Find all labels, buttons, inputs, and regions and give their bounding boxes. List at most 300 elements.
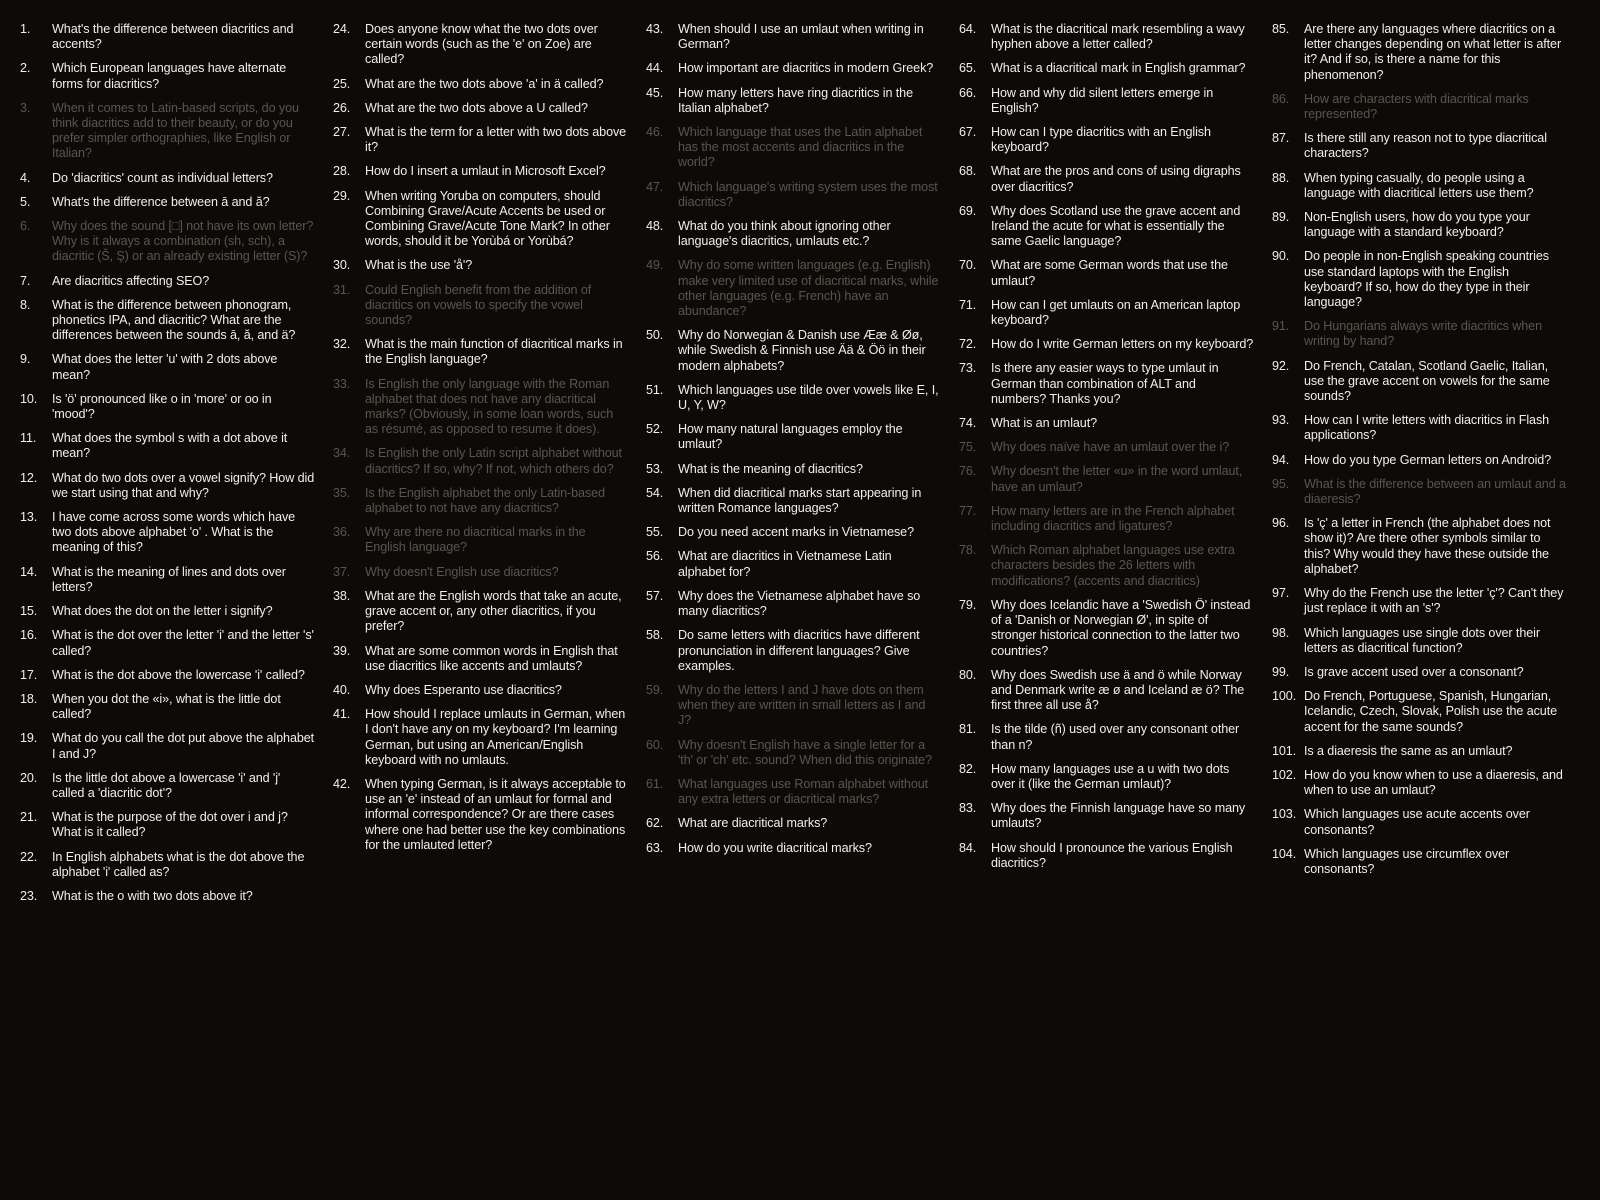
list-item-number: 52. bbox=[646, 422, 664, 437]
list-item-number: 54. bbox=[646, 485, 664, 500]
list-item-number: 16. bbox=[20, 628, 38, 643]
list-item bbox=[20, 771, 315, 801]
list-item-text: When you dot the «i», what is the little dot called? bbox=[52, 691, 281, 722]
list-item bbox=[1272, 22, 1567, 83]
list-item-text: What do you think about ignoring other language's diacritics, umlauts etc.? bbox=[678, 219, 891, 249]
list-item-number: 38. bbox=[333, 588, 351, 603]
list-item-text: Why are there no diacritical marks in the English language? bbox=[365, 525, 586, 555]
list-item-number: 17. bbox=[20, 667, 38, 682]
list-item-number: 77. bbox=[959, 503, 977, 518]
list-item-number: 39. bbox=[333, 643, 351, 658]
list-item-number: 96. bbox=[1272, 516, 1290, 531]
list-item bbox=[20, 628, 315, 658]
list-item-number: 34. bbox=[333, 446, 351, 461]
list-item bbox=[959, 204, 1254, 250]
list-item-text: Why does Icelandic have a 'Swedish Ö' instead of a 'Danish or Norwegian Ø', in spite of stronger historical connection to the latter two countries? bbox=[991, 597, 1251, 658]
list-item bbox=[959, 86, 1254, 116]
list-item bbox=[20, 195, 315, 210]
list-item-number: 35. bbox=[333, 485, 351, 500]
list-item-number: 51. bbox=[646, 382, 664, 397]
list-item-text: How do I write German letters on my keyboard? bbox=[991, 337, 1254, 352]
list-item-text: What are the English words that take an acute, grave accent or, any other diacritics, if you prefer? bbox=[365, 588, 622, 634]
list-item bbox=[333, 589, 628, 635]
list-item-number: 6. bbox=[20, 219, 31, 234]
list-item-text: Why doesn't English have a single letter for a 'th' or 'ch' etc. sound? When did this originate? bbox=[678, 737, 932, 767]
list-item bbox=[959, 722, 1254, 752]
list-item-text: How important are diacritics in modern Greek? bbox=[678, 61, 934, 76]
list-item-number: 25. bbox=[333, 76, 351, 91]
list-item-text: What is the diacritical mark resembling a wavy hyphen above a letter called? bbox=[991, 22, 1245, 52]
list-item bbox=[1272, 171, 1567, 201]
list-item bbox=[20, 274, 315, 289]
list-item bbox=[333, 683, 628, 698]
list-item bbox=[20, 352, 315, 382]
list-item bbox=[1272, 413, 1567, 443]
list-item bbox=[959, 668, 1254, 714]
list-item-text: In English alphabets what is the dot above the alphabet 'i' called as? bbox=[52, 849, 305, 879]
list-item-number: 48. bbox=[646, 219, 664, 234]
list-item bbox=[959, 464, 1254, 494]
list-item-number: 67. bbox=[959, 125, 977, 140]
list-item-text: What are some German words that use the umlaut? bbox=[991, 258, 1228, 288]
list-item bbox=[646, 738, 941, 768]
list-item-number: 88. bbox=[1272, 170, 1290, 185]
question-column-1 bbox=[20, 22, 333, 913]
list-item-number: 97. bbox=[1272, 586, 1290, 601]
list-item bbox=[20, 604, 315, 619]
list-item bbox=[20, 471, 315, 501]
list-item-text: Do Hungarians always write diacritics when writing by hand? bbox=[1304, 319, 1542, 349]
list-item bbox=[20, 731, 315, 761]
list-item-number: 68. bbox=[959, 164, 977, 179]
list-item bbox=[959, 440, 1254, 455]
list-item bbox=[1272, 665, 1567, 680]
list-item bbox=[333, 446, 628, 476]
list-item-text: Do you need accent marks in Vietnamese? bbox=[678, 525, 914, 540]
list-item bbox=[1272, 249, 1567, 310]
list-item-number: 92. bbox=[1272, 358, 1290, 373]
list-item-number: 101. bbox=[1272, 743, 1297, 758]
list-item bbox=[1272, 807, 1567, 837]
list-item-number: 28. bbox=[333, 164, 351, 179]
list-item-number: 64. bbox=[959, 22, 977, 36]
list-item bbox=[646, 628, 941, 674]
list-item bbox=[646, 462, 941, 477]
list-item-text: Is 'ç' a letter in French (the alphabet does not show it)? Are there other symbols similar to this? Why would they have these outside the alphabet? bbox=[1304, 516, 1551, 576]
list-item-number: 33. bbox=[333, 376, 351, 391]
list-item bbox=[646, 219, 941, 249]
list-item-number: 21. bbox=[20, 810, 38, 825]
list-item-text: Do French, Portuguese, Spanish, Hungarian, Icelandic, Czech, Slovak, Polish use the acute accent for the same sounds? bbox=[1304, 689, 1558, 734]
list-item bbox=[333, 377, 628, 438]
list-item-number: 14. bbox=[20, 564, 38, 579]
list-item bbox=[1272, 210, 1567, 240]
list-item bbox=[646, 125, 941, 171]
list-item bbox=[20, 219, 315, 265]
list-item-text: Why does the Vietnamese alphabet have so many diacritics? bbox=[678, 588, 921, 619]
list-item-number: 58. bbox=[646, 628, 664, 643]
list-item-number: 84. bbox=[959, 840, 977, 855]
list-item-number: 79. bbox=[959, 597, 977, 612]
list-item bbox=[646, 328, 941, 374]
list-item-text: When it comes to Latin-based scripts, do you think diacritics add to their beauty, or do you prefer simpler orthographies, like English or Italian? bbox=[52, 100, 299, 161]
list-item-number: 72. bbox=[959, 337, 977, 352]
list-item bbox=[20, 510, 315, 556]
list-item-text: What is the dot over the letter 'i' and the letter 's' called? bbox=[52, 628, 314, 658]
list-item bbox=[333, 777, 628, 853]
list-item-text: Which Roman alphabet languages use extra characters besides the 26 letters with modifications? (accents and diacritics) bbox=[991, 543, 1235, 588]
list-item-text: What are diacritics in Vietnamese Latin alphabet for? bbox=[678, 549, 892, 579]
list-item bbox=[1272, 453, 1567, 468]
list-item-text: Do people in non-English speaking countries use standard laptops with the English keyboard? If so, how do they type in their language? bbox=[1304, 249, 1549, 310]
list-item-text: Do 'diacritics' count as individual letters? bbox=[52, 170, 273, 185]
list-item-number: 41. bbox=[333, 707, 351, 722]
list-item bbox=[333, 164, 628, 179]
list-item bbox=[646, 777, 941, 807]
list-item-text: What is the term for a letter with two dots above it? bbox=[365, 125, 627, 155]
list-item bbox=[646, 683, 941, 729]
list-item-number: 73. bbox=[959, 361, 977, 376]
list-item-number: 13. bbox=[20, 510, 38, 525]
list-item-number: 95. bbox=[1272, 476, 1290, 491]
list-item-number: 76. bbox=[959, 464, 977, 479]
list-item bbox=[20, 101, 315, 162]
list-item bbox=[959, 361, 1254, 407]
list-item bbox=[20, 298, 315, 344]
list-item-number: 44. bbox=[646, 61, 664, 76]
list-item-number: 65. bbox=[959, 61, 977, 76]
list-item bbox=[1272, 586, 1567, 616]
list-item-text: Is the English alphabet the only Latin-based alphabet to not have any diacritics? bbox=[365, 485, 605, 516]
question-column-5 bbox=[1272, 22, 1585, 886]
list-item-number: 20. bbox=[20, 770, 38, 785]
list-item-text: When did diacritical marks start appearing in written Romance languages? bbox=[678, 485, 922, 516]
list-item-text: Why do the French use the letter 'ç'? Can't they just replace it with an 's'? bbox=[1304, 586, 1564, 616]
list-item-number: 102. bbox=[1272, 767, 1297, 782]
list-item bbox=[646, 422, 941, 452]
list-item bbox=[20, 431, 315, 461]
list-item bbox=[1272, 516, 1567, 577]
list-item bbox=[20, 61, 315, 91]
list-item bbox=[959, 598, 1254, 659]
list-item bbox=[646, 22, 941, 52]
list-item-number: 19. bbox=[20, 731, 38, 746]
list-item-text: What is the meaning of lines and dots over letters? bbox=[52, 564, 286, 594]
list-item-number: 60. bbox=[646, 737, 664, 752]
list-item-number: 43. bbox=[646, 22, 664, 36]
list-item-number: 66. bbox=[959, 85, 977, 100]
list-item bbox=[20, 810, 315, 840]
list-item-text: What are the two dots above a U called? bbox=[365, 100, 588, 115]
list-item-text: Why doesn't the letter «u» in the word umlaut, have an umlaut? bbox=[991, 464, 1243, 494]
list-item bbox=[646, 525, 941, 540]
list-item-number: 12. bbox=[20, 470, 38, 485]
list-item bbox=[333, 189, 628, 250]
list-item-number: 81. bbox=[959, 722, 977, 737]
list-item-text: What is the difference between an umlaut and a diaeresis? bbox=[1304, 476, 1566, 507]
list-item-text: Which languages use tilde over vowels like E, I, U, Y, W? bbox=[678, 382, 939, 413]
list-item bbox=[333, 486, 628, 516]
list-item-text: How do you type German letters on Android? bbox=[1304, 452, 1552, 467]
list-item-text: When typing German, is it always acceptable to use an 'e' instead of an umlaut for formal and informal correspondence? Or are there cases where one had better use the key combinations for the umlauted letter? bbox=[365, 776, 626, 852]
list-item-number: 7. bbox=[20, 273, 31, 288]
list-item bbox=[333, 283, 628, 329]
list-item-text: What are the two dots above 'a' in ä called? bbox=[365, 76, 604, 91]
list-item-text: Is 'ö' pronounced like o in 'more' or oo in 'mood'? bbox=[52, 391, 272, 422]
list-item-number: 61. bbox=[646, 776, 664, 791]
list-item-text: How can I get umlauts on an American laptop keyboard? bbox=[991, 297, 1241, 328]
list-item bbox=[1272, 689, 1567, 735]
list-item bbox=[959, 801, 1254, 831]
list-item bbox=[333, 258, 628, 273]
list-item bbox=[646, 61, 941, 76]
list-item bbox=[959, 298, 1254, 328]
list-item-text: What's the difference between ā and ă? bbox=[52, 194, 270, 209]
list-item-text: Which languages use circumflex over consonants? bbox=[1304, 846, 1510, 876]
list-item-text: What does the dot on the letter i signify? bbox=[52, 604, 273, 619]
list-item-number: 49. bbox=[646, 258, 664, 273]
list-item bbox=[959, 258, 1254, 288]
list-item-number: 3. bbox=[20, 100, 31, 115]
list-item bbox=[1272, 359, 1567, 405]
list-item-number: 100. bbox=[1272, 689, 1297, 704]
list-item bbox=[1272, 92, 1567, 122]
list-item bbox=[333, 525, 628, 555]
list-item-number: 56. bbox=[646, 549, 664, 564]
list-item bbox=[1272, 319, 1567, 349]
list-item-number: 11. bbox=[20, 431, 37, 446]
list-item-text: What is the meaning of diacritics? bbox=[678, 461, 863, 476]
list-item-text: Are diacritics affecting SEO? bbox=[52, 273, 210, 288]
list-item bbox=[20, 668, 315, 683]
list-item-number: 59. bbox=[646, 682, 664, 697]
list-item bbox=[959, 762, 1254, 792]
list-item-number: 89. bbox=[1272, 210, 1290, 225]
list-item-text: What is the purpose of the dot over i and j? What is it called? bbox=[52, 810, 288, 840]
list-item-number: 26. bbox=[333, 100, 351, 115]
list-item-text: Why doesn't English use diacritics? bbox=[365, 564, 559, 579]
list-item-text: Non-English users, how do you type your language with a standard keyboard? bbox=[1304, 210, 1530, 240]
list-item-number: 103. bbox=[1272, 807, 1297, 822]
list-item bbox=[333, 337, 628, 367]
list-item bbox=[959, 125, 1254, 155]
list-item-number: 55. bbox=[646, 525, 664, 540]
list-item bbox=[20, 889, 315, 904]
list-item-text: Is English the only language with the Roman alphabet that does not have any diacritical marks? (Obviously, in some loan words, such as résumé, as opposed to resume it does). bbox=[365, 376, 614, 437]
list-item-number: 42. bbox=[333, 776, 351, 791]
list-item-text: Which European languages have alternate forms for diacritics? bbox=[52, 61, 287, 91]
list-item-number: 71. bbox=[959, 297, 977, 312]
list-item-text: What are some common words in English that use diacritics like accents and umlauts? bbox=[365, 643, 618, 673]
list-item-number: 47. bbox=[646, 179, 664, 194]
list-item-number: 10. bbox=[20, 391, 38, 406]
list-item-text: How can I type diacritics with an English keyboard? bbox=[991, 125, 1211, 155]
list-item-number: 83. bbox=[959, 801, 977, 816]
list-item-number: 104. bbox=[1272, 846, 1297, 861]
question-column-4 bbox=[959, 22, 1272, 880]
list-item-number: 62. bbox=[646, 816, 664, 831]
list-item bbox=[20, 850, 315, 880]
list-item-number: 80. bbox=[959, 667, 977, 682]
list-item-number: 15. bbox=[20, 604, 38, 619]
list-item bbox=[1272, 768, 1567, 798]
list-item bbox=[959, 416, 1254, 431]
list-item-number: 36. bbox=[333, 525, 351, 540]
list-item-text: Could English benefit from the addition of diacritics on vowels to specify the vowel sounds? bbox=[365, 282, 592, 328]
list-item-text: What is an umlaut? bbox=[991, 416, 1097, 431]
list-item bbox=[959, 504, 1254, 534]
list-item-text: What is a diacritical mark in English grammar? bbox=[991, 61, 1246, 76]
list-item-text: When writing Yoruba on computers, should Combining Grave/Acute Accents be used or Combining Grave/Acute Tone Mark? In other words, should it be Yorùbá or Yorùbá? bbox=[365, 188, 610, 249]
list-item-number: 98. bbox=[1272, 625, 1290, 640]
list-item-text: Is there any easier ways to type umlaut in German than combination of ALT and numbers? Thanks you? bbox=[991, 361, 1219, 406]
list-item-number: 23. bbox=[20, 888, 38, 903]
list-item bbox=[333, 101, 628, 116]
list-item bbox=[20, 392, 315, 422]
list-item-text: Why do Norwegian & Danish use Ææ & Øø, while Swedish & Finnish use Ää & Öö in their modern alphabets? bbox=[678, 328, 926, 373]
list-item-number: 85. bbox=[1272, 22, 1290, 36]
list-item-number: 53. bbox=[646, 461, 664, 476]
list-item bbox=[959, 22, 1254, 52]
list-item-number: 91. bbox=[1272, 319, 1290, 334]
list-item-number: 2. bbox=[20, 61, 31, 76]
list-item-text: Which language's writing system uses the most diacritics? bbox=[678, 179, 938, 209]
list-item-text: Do same letters with diacritics have different pronunciation in different languages? Give examples. bbox=[678, 628, 920, 673]
list-item-number: 22. bbox=[20, 849, 38, 864]
list-item-text: Which language that uses the Latin alphabet has the most accents and diacritics in the world? bbox=[678, 125, 923, 170]
list-item-number: 75. bbox=[959, 440, 977, 455]
list-item-text: Is a diaeresis the same as an umlaut? bbox=[1304, 743, 1513, 758]
list-item bbox=[646, 816, 941, 831]
list-item-text: How do I insert a umlaut in Microsoft Excel? bbox=[365, 164, 606, 179]
list-item-text: How should I pronounce the various English diacritics? bbox=[991, 840, 1233, 870]
list-item-text: How many languages use a u with two dots over it (like the German umlaut)? bbox=[991, 761, 1230, 791]
list-item-text: Why does Scotland use the grave accent and Ireland the acute for what is essentially the same Gaelic language? bbox=[991, 203, 1241, 249]
list-item bbox=[646, 486, 941, 516]
question-column-2 bbox=[333, 22, 646, 862]
list-item bbox=[333, 707, 628, 768]
list-item bbox=[959, 337, 1254, 352]
list-item bbox=[333, 565, 628, 580]
list-item bbox=[646, 180, 941, 210]
list-item-text: What is the use 'å'? bbox=[365, 258, 473, 273]
list-item-number: 31. bbox=[333, 282, 351, 297]
list-item-number: 78. bbox=[959, 543, 977, 558]
list-item bbox=[646, 383, 941, 413]
list-item-number: 57. bbox=[646, 588, 664, 603]
question-column-3 bbox=[646, 22, 959, 865]
list-item-text: How do you know when to use a diaeresis, and when to use an umlaut? bbox=[1304, 767, 1563, 798]
list-item-number: 4. bbox=[20, 170, 31, 185]
list-item-number: 46. bbox=[646, 125, 664, 140]
list-item-text: Is the little dot above a lowercase 'i' and 'j' called a 'diacritic dot'? bbox=[52, 770, 281, 800]
list-item bbox=[959, 841, 1254, 871]
list-item bbox=[646, 549, 941, 579]
list-item-number: 82. bbox=[959, 761, 977, 776]
list-item-number: 9. bbox=[20, 352, 31, 367]
list-item bbox=[20, 565, 315, 595]
list-item-number: 24. bbox=[333, 22, 351, 36]
list-item bbox=[1272, 847, 1567, 877]
list-item-number: 5. bbox=[20, 194, 31, 209]
list-item-number: 1. bbox=[20, 22, 31, 36]
list-item bbox=[959, 164, 1254, 194]
list-item-text: What are the pros and cons of using digraphs over diacritics? bbox=[991, 164, 1241, 194]
list-item bbox=[1272, 477, 1567, 507]
list-item-number: 29. bbox=[333, 188, 351, 203]
list-item-text: What is the difference between phonogram, phonetics IPA, and diacritic? What are the differences between the sounds ā, ă, and ä? bbox=[52, 297, 296, 343]
list-item-text: How can I write letters with diacritics in Flash applications? bbox=[1304, 413, 1550, 443]
list-item-text: Why does Esperanto use diacritics? bbox=[365, 682, 562, 697]
list-item-text: How and why did silent letters emerge in English? bbox=[991, 85, 1214, 115]
list-item-text: Do French, Catalan, Scotland Gaelic, Italian, use the grave accent on vowels for the same sounds? bbox=[1304, 358, 1550, 404]
list-item-number: 40. bbox=[333, 682, 351, 697]
list-item bbox=[959, 543, 1254, 589]
list-item-number: 94. bbox=[1272, 452, 1290, 467]
list-item bbox=[646, 86, 941, 116]
list-item-text: What is the main function of diacritical marks in the English language? bbox=[365, 337, 623, 367]
list-item-text: Why does the Finnish language have so many umlauts? bbox=[991, 801, 1246, 831]
list-item-number: 93. bbox=[1272, 413, 1290, 428]
list-item-text: Why does naïve have an umlaut over the i? bbox=[991, 440, 1230, 455]
list-item-text: What are diacritical marks? bbox=[678, 816, 828, 831]
list-item-text: How many letters are in the French alphabet including diacritics and ligatures? bbox=[991, 503, 1235, 534]
list-item bbox=[1272, 131, 1567, 161]
list-item-text: Which languages use acute accents over consonants? bbox=[1304, 807, 1530, 837]
list-item bbox=[333, 125, 628, 155]
list-item-text: What is the o with two dots above it? bbox=[52, 888, 253, 903]
list-item-text: How should I replace umlauts in German, when I don't have any on my keyboard? I'm learning German, but using an American/English keyboard with no umlauts. bbox=[365, 707, 626, 767]
list-item-text: Why does Swedish use ä and ö while Norway and Denmark write æ ø and Iceland æ ö? The first three all use å? bbox=[991, 667, 1245, 713]
list-item-number: 90. bbox=[1272, 249, 1290, 264]
list-item-text: When typing casually, do people using a language with diacritical letters use them? bbox=[1304, 170, 1534, 200]
list-item-number: 74. bbox=[959, 416, 977, 431]
list-item-number: 70. bbox=[959, 258, 977, 273]
list-item-text: Which languages use single dots over their letters as diacritical function? bbox=[1304, 625, 1540, 655]
list-item-text: Does anyone know what the two dots over certain words (such as the 'e' on Zoe) are called? bbox=[365, 22, 598, 67]
list-item bbox=[646, 841, 941, 856]
list-item-text: What does the letter 'u' with 2 dots above mean? bbox=[52, 352, 278, 382]
list-item-number: 63. bbox=[646, 840, 664, 855]
list-item-text: What is the dot above the lowercase 'i' called? bbox=[52, 667, 305, 682]
list-item-number: 45. bbox=[646, 85, 664, 100]
list-item bbox=[1272, 744, 1567, 759]
list-item-text: How many letters have ring diacritics in the Italian alphabet? bbox=[678, 85, 913, 115]
list-item-number: 32. bbox=[333, 337, 351, 352]
list-item-number: 37. bbox=[333, 564, 351, 579]
list-item-number: 50. bbox=[646, 328, 664, 343]
list-item bbox=[20, 171, 315, 186]
list-item bbox=[646, 589, 941, 619]
list-item-number: 30. bbox=[333, 258, 351, 273]
list-item-number: 87. bbox=[1272, 131, 1290, 146]
list-item-text: What do two dots over a vowel signify? How did we start using that and why? bbox=[52, 470, 315, 500]
list-item bbox=[646, 258, 941, 319]
list-item-text: When should I use an umlaut when writing in German? bbox=[678, 22, 924, 52]
list-item-text: How do you write diacritical marks? bbox=[678, 840, 872, 855]
list-item-number: 69. bbox=[959, 203, 977, 218]
list-item-text: How are characters with diacritical marks represented? bbox=[1304, 91, 1529, 122]
list-item-text: Is grave accent used over a consonant? bbox=[1304, 664, 1524, 679]
list-item-text: Why do some written languages (e.g. English) make very limited use of diacritical marks, while other languages (e.g. French) have an abundance? bbox=[678, 258, 939, 319]
list-item-number: 27. bbox=[333, 125, 351, 140]
list-item-text: Are there any languages where diacritics on a letter changes depending on what letter is after it? And if so, is there a name for this phenomenon? bbox=[1304, 22, 1562, 82]
list-item-text: I have come across some words which have two dots above alphabet 'o' . What is the meaning of this? bbox=[52, 510, 296, 555]
list-item bbox=[333, 77, 628, 92]
list-item-text: Is English the only Latin script alphabet without diacritics? If so, why? If not, which others do? bbox=[365, 446, 622, 476]
list-item-text: What does the symbol s with a dot above it mean? bbox=[52, 431, 288, 461]
list-item-text: What's the difference between diacritics and accents? bbox=[52, 22, 294, 52]
